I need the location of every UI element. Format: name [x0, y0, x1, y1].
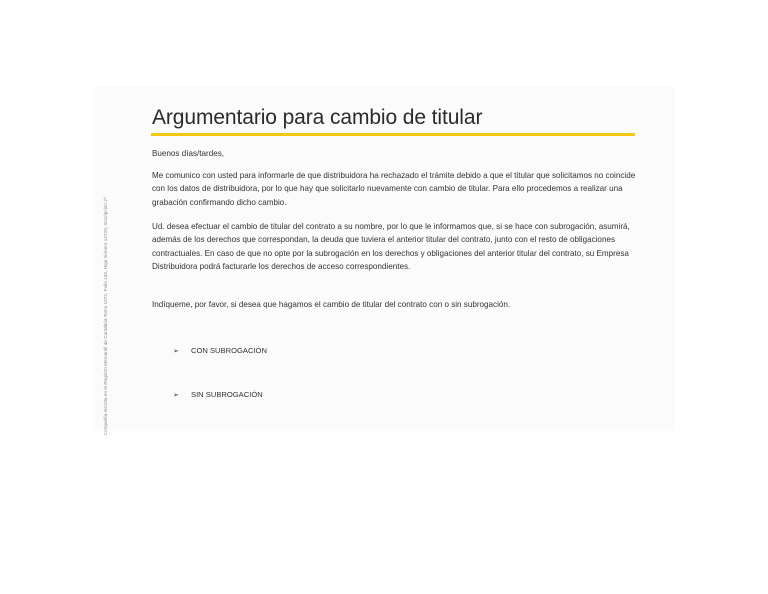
question-paragraph: Indíqueme, por favor, si desea que hagamos el cambio de titular del contrato con o sin subrogación. — [152, 300, 511, 309]
arrow-bullet-icon: ➢ — [173, 392, 179, 399]
greeting: Buenos días/tardes, — [152, 149, 224, 158]
intro-paragraph: Me comunico con usted para informarle de que distribuidora ha rechazado el trámite debido a que el titular que solicitamos no coincide con los datos de distribuidora, por lo que hay que solicitarlo nuevamente con cambio de titular. Para ello procedemos a realizar una grabación confirmando dicho cambio. — [152, 171, 636, 207]
option-sin-subrogacion — [173, 390, 263, 399]
option-label: CON SUBROGACIÓN — [191, 346, 267, 355]
subrogation-paragraph: Ud. desea efectuar el cambio de titular del contrato a su nombre, por lo que le informamos que, si se hace con subrogación, asumirá, además de los derechos que correspondan, la deuda que tuviera el anterior titular del contrato, junto con el resto de obligaciones contractuales. En caso de que no opte por la subrogación en los derechos y obligaciones del anterior titular del contrato, su Empresa Distribuidora podrá facturarle los derechos de acceso correspondientes. — [152, 222, 630, 272]
page-title: Argumentario para cambio de titular — [152, 106, 483, 129]
title-underline — [151, 133, 635, 136]
option-label: SIN SUBROGACIÓN — [191, 390, 263, 399]
registry-note: . Compañía inscrita en el Registro Mercantil de Cantabria Tomo 1072, Folio 100, Hoja número 12720, Inscripción 2ª — [103, 197, 108, 438]
arrow-bullet-icon: ➢ — [173, 348, 179, 355]
option-con-subrogacion — [173, 346, 267, 355]
